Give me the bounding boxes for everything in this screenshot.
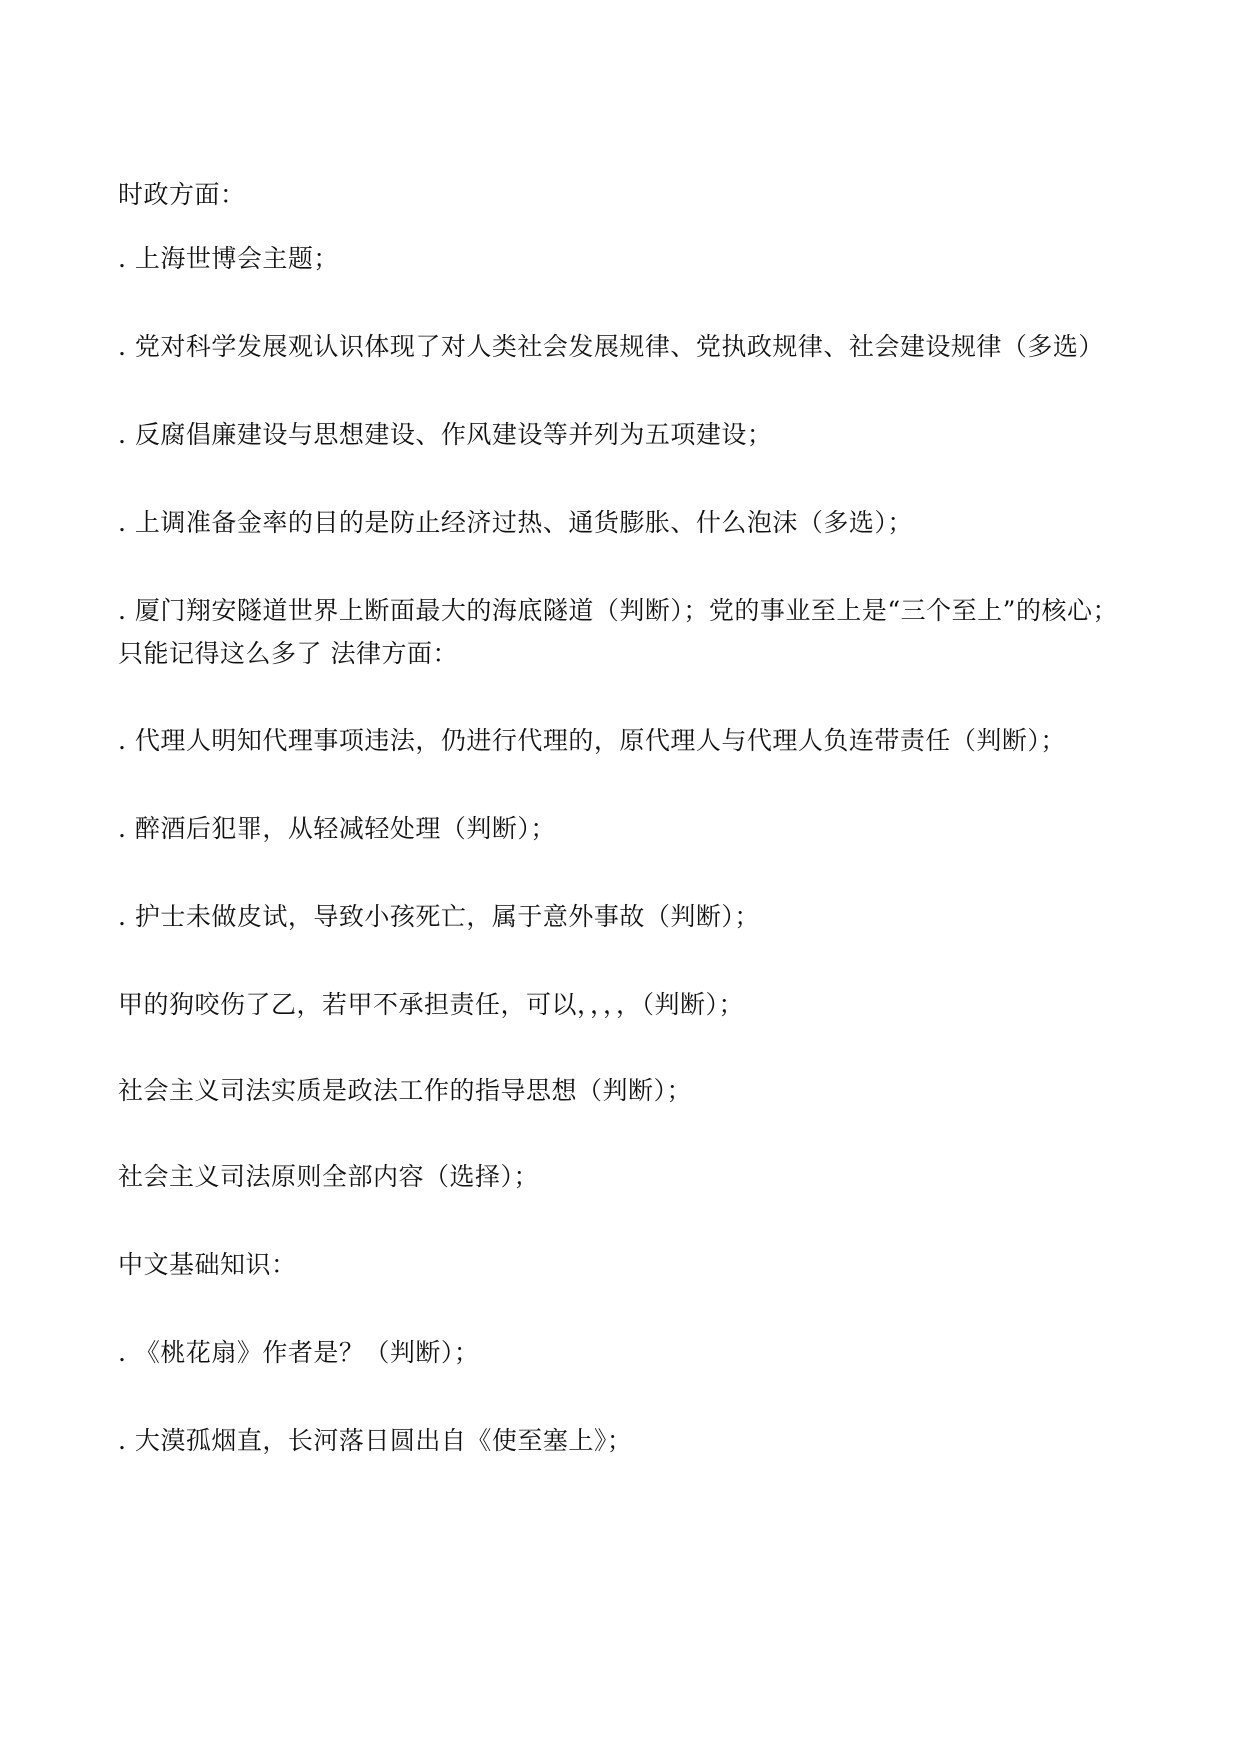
text-line: . 醉酒后犯罪，从轻减轻处理（判断）； — [118, 814, 556, 843]
text-line: . 上调准备金率的目的是防止经济过热、通货膨胀、什么泡沫（多选）； — [118, 508, 913, 537]
text-line: . 代理人明知代理事项违法，仍进行代理的，原代理人与代理人负连带责任（判断）； — [118, 726, 1066, 755]
text-line: . 护士未做皮试，导致小孩死亡，属于意外事故（判断）； — [118, 902, 760, 931]
section-heading-law: 只能记得这么多了 法律方面： — [118, 639, 458, 668]
text-line: . 厦门翔安隧道世界上断面最大的海底隧道（判断）；党的事业至上是“三个至上”的核心； — [118, 596, 1118, 625]
text-line: . 党对科学发展观认识体现了对人类社会发展规律、党执政规律、社会建设规律（多选） — [118, 332, 1104, 361]
text-line: . 大漠孤烟直，长河落日圆出自《使至塞上》； — [118, 1426, 633, 1455]
section-heading-current-affairs: 时政方面： — [118, 180, 246, 209]
text-line: 社会主义司法原则全部内容（选择）； — [118, 1162, 540, 1191]
text-line: 甲的狗咬伤了乙，若甲不承担责任，可以，，，，（判断）； — [118, 990, 745, 1019]
section-heading-chinese: 中文基础知识： — [118, 1250, 297, 1279]
text-line: . 反腐倡廉建设与思想建设、作风建设等并列为五项建设； — [118, 420, 773, 449]
text-line: 社会主义司法实质是政法工作的指导思想（判断）； — [118, 1076, 693, 1105]
text-line: . 《桃花扇》作者是？（判断）； — [118, 1338, 480, 1367]
text-line: . 上海世博会主题； — [118, 244, 339, 273]
